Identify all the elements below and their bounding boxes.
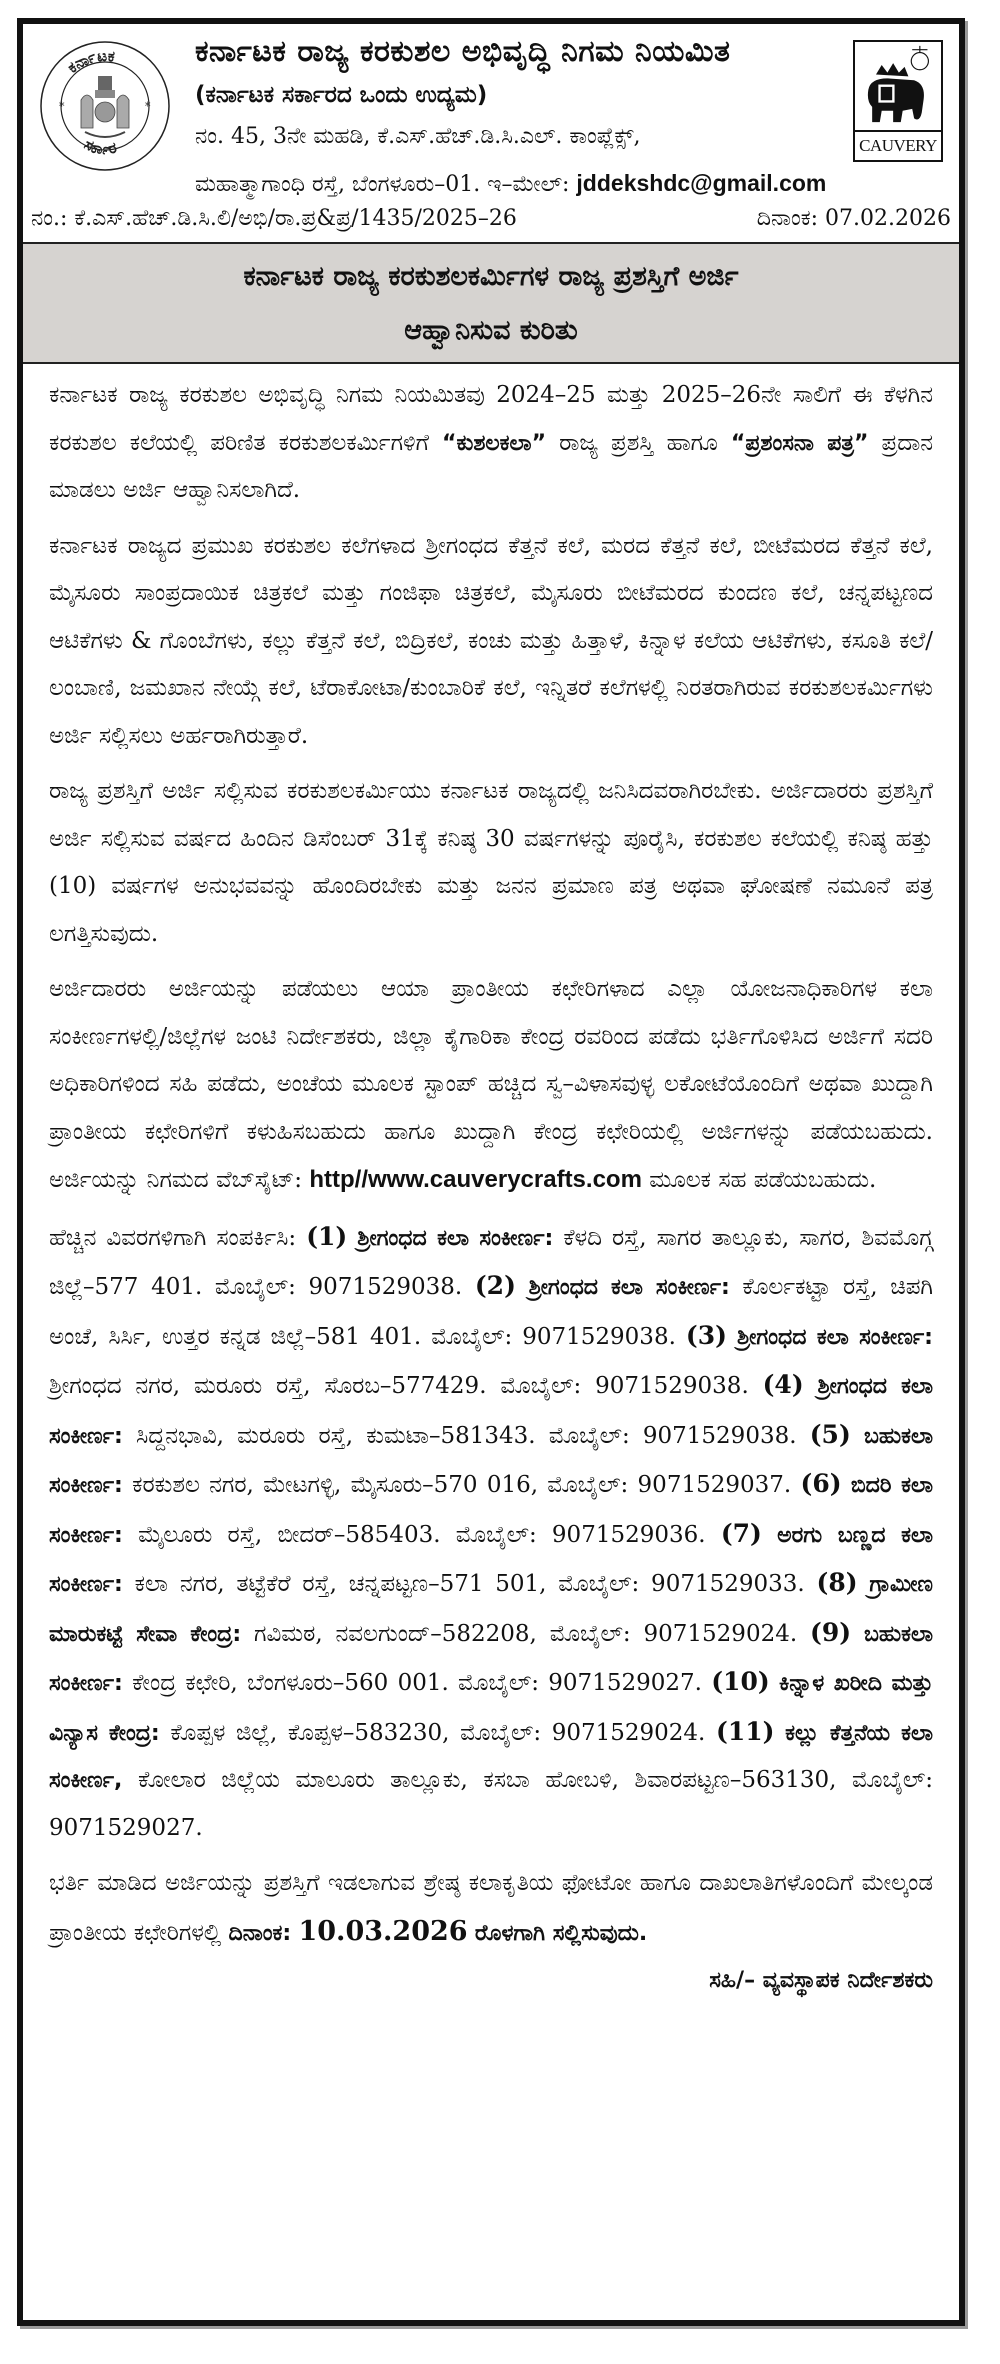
website-link[interactable]: http//www.cauverycrafts.com xyxy=(309,1166,642,1193)
invitation-text-end: ಪ್ರದಾನ ಮಾಡಲು ಅರ್ಜಿ ಆಹ್ವಾನಿಸಲಾಗಿದೆ. xyxy=(49,429,933,503)
svg-text:ಸರ್ಕಾರ xyxy=(81,135,118,159)
organization-subtitle: (ಕರ್ನಾಟಕ ಸರ್ಕಾರದ ಒಂದು ಉದ್ಯಮ) xyxy=(195,82,488,108)
contact-item: (6) ಬಿದರಿ ಕಲಾ ಸಂಕೀರ್ಣ: ಮೈಲೂರು ರಸ್ತೆ, ಬೀದರ್–585403. ಮೊಬೈಲ್: 9071529036. xyxy=(49,1469,934,1548)
issue-date: ದಿನಾಂಕ: 07.02.2026 xyxy=(756,206,951,231)
contact-item: (2) ಶ್ರೀಗಂಧದ ಕಲಾ ಸಂಕೀರ್ಣ: ಕೊರ್ಲಕಟ್ಟಾ ರಸ್ತೆ, ಚಿಪಗಿ ಅಂಚೆ, ಸಿರ್ಸಿ, ಉತ್ತರ ಕನ್ನಡ ಜಿಲ್ಲೆ–581 401. ಮೊಬೈಲ್: 9071529038. xyxy=(49,1271,934,1350)
address-line-1: ನಂ. 45, 3ನೇ ಮಹಡಿ, ಕೆ.ಎಸ್.ಹೆಚ್.ಡಿ.ಸಿ.ಎಲ್. ಕಾಂಪ್ಲೆಕ್ಸ್, xyxy=(195,124,641,149)
contact-item: (8) ಗ್ರಾಮೀಣ ಮಾರುಕಟ್ಟೆ ಸೇವಾ ಕೇಂದ್ರ: ಗವಿಮಠ, ನವಲಗುಂದ್–582208, ಮೊಬೈಲ್: 9071529024. xyxy=(49,1568,934,1647)
svg-text:*: * xyxy=(145,100,151,113)
cauvery-logo xyxy=(853,40,943,162)
contact-item: (7) ಅರಗು ಬಣ್ಣದ ಕಲಾ ಸಂಕೀರ್ಣ: ಕಲಾ ನಗರ, ತಟ್ಟೆಕೆರೆ ರಸ್ತೆ, ಚನ್ನಪಟ್ಟಣ–571 501, ಮೊಬೈಲ್: 9071529033. xyxy=(49,1518,934,1597)
paragraph-submission-deadline xyxy=(49,1860,933,1957)
contact-item: (1) ಶ್ರೀಗಂಧದ ಕಲಾ ಸಂಕೀರ್ಣ: ಕೆಳದಿ ರಸ್ತೆ, ಸಾಗರ ತಾಲ್ಲೂಕು, ಸಾಗರ, ಶಿವಮೊಗ್ಗ ಜಿಲ್ಲೆ–577 401. ಮೊಬೈಲ್: 9071529038. xyxy=(49,1221,933,1300)
award-name-kushalakala: “ಕುಶಲಕಲಾ” xyxy=(441,430,547,456)
notice-subject xyxy=(23,244,959,364)
application-process-text: ಅರ್ಜಿದಾರರು ಅರ್ಜಿಯನ್ನು ಪಡೆಯಲು ಆಯಾ ಪ್ರಾಂತೀಯ ಕಛೇರಿಗಳಾದ ಎಲ್ಲಾ ಯೋಜನಾಧಿಕಾರಿಗಳ ಕಲಾ ಸಂಕೀರ್ಣಗಳಲ್ಲಿ/ಜಿಲ್ಲೆಗಳ ಜಂಟಿ ನಿರ್ದೇಶಕರು, ಜಿಲ್ಲಾ ಕೈಗಾರಿಕಾ ಕೇಂದ್ರ ರವರಿಂದ ಪಡೆದು ಭರ್ತಿಗೊಳಿಸಿದ ಅರ್ಜಿಗೆ ಸದರಿ ಅಧಿಕಾರಿಗಳಿಂದ ಸಹಿ ಪಡೆದು, ಅಂಚೆಯ ಮೂಲಕ ಸ್ಟಾಂಪ್ ಹಚ್ಚಿದ ಸ್ವ–ವಿಳಾಸವುಳ್ಳ ಲಕೋಟೆಯೊಂದಿಗೆ ಅಥವಾ ಖುದ್ದಾಗಿ ಪ್ರಾಂತೀಯ ಕಛೇರಿಗಳಿಗೆ ಕಳುಹಿಸಬಹುದು ಹಾಗೂ ಖುದ್ದಾಗಿ ಕೇಂದ್ರ ಕಛೇರಿಯಲ್ಲಿ ಅರ್ಜಿಗಳನ್ನು ಪಡೆಯಬಹುದು. ಅರ್ಜಿಯನ್ನು ನಿಗಮದ ವೆಬ್‌ಸೈಟ್: xyxy=(49,976,933,1193)
deadline-date: 10.03.2026 xyxy=(298,1915,468,1947)
paragraph-eligibility-criteria: ರಾಜ್ಯ ಪ್ರಶಸ್ತಿಗೆ ಅರ್ಜಿ ಸಲ್ಲಿಸುವ ಕರಕುಶಲಕರ್ಮಿಯು ಕರ್ನಾಟಕ ರಾಜ್ಯದಲ್ಲಿ ಜನಿಸಿದವರಾಗಿರಬೇಕು. ಅರ್ಜಿದಾರರು ಪ್ರಶಸ್ತಿಗೆ ಅರ್ಜಿ ಸಲ್ಲಿಸುವ ವರ್ಷದ ಹಿಂದಿನ ಡಿಸೆಂಬರ್ 31ಕ್ಕೆ ಕನಿಷ್ಠ 30 ವರ್ಷಗಳನ್ನು ಪೂರೈಸಿ, ಕರಕುಶಲ ಕಲೆಯಲ್ಲಿ ಕನಿಷ್ಠ ಹತ್ತು (10) ವರ್ಷಗಳ ಅನುಭವವನ್ನು ಹೊಂದಿರಬೇಕು ಮತ್ತು ಜನನ ಪ್ರಮಾಣ ಪತ್ರ ಅಥವಾ ಘೋಷಣೆ ನಮೂನೆ ಪತ್ರ ಲಗತ್ತಿಸುವುದು. xyxy=(49,778,933,947)
award-name-prashamsana-patra: “ಪ್ರಶಂಸನಾ ಪತ್ರ” xyxy=(730,430,869,456)
contact-item: (5) ಬಹುಕಲಾ ಸಂಕೀರ್ಣ: ಕರಕುಶಲ ನಗರ, ಮೇಟಗಳ್ಳಿ, ಮೈಸೂರು–570 016, ಮೊಬೈಲ್: 9071529037. xyxy=(49,1419,934,1498)
application-process-text-end: ಮೂಲಕ ಸಹ ಪಡೆಯಬಹುದು. xyxy=(649,1167,877,1193)
contact-item: (10) ಕಿನ್ನಾಳ ಖರೀದಿ ಮತ್ತು ವಿನ್ಯಾಸ ಕೇಂದ್ರ: ಕೊಪ್ಪಳ ಜಿಲ್ಲೆ, ಕೊಪ್ಪಳ–583230, ಮೊಬೈಲ್: 9071529024. xyxy=(49,1667,934,1746)
subject-line-2: ಆಹ್ವಾನಿಸುವ ಕುರಿತು xyxy=(404,315,578,346)
invitation-text-mid: ರಾಜ್ಯ ಪ್ರಶಸ್ತಿ ಹಾಗೂ xyxy=(559,429,718,456)
karnataka-emblem-icon xyxy=(37,38,173,174)
cauvery-logo-text: CAUVERY xyxy=(855,130,941,160)
subject-line-1: ಕರ್ನಾಟಕ ರಾಜ್ಯ ಕರಕುಶಲಕರ್ಮಿಗಳ ರಾಜ್ಯ ಪ್ರಶಸ್ತಿಗೆ ಅರ್ಜಿ xyxy=(243,261,739,292)
notice-body xyxy=(23,364,959,2003)
submission-text: ಭರ್ತಿ ಮಾಡಿದ ಅರ್ಜಿಯನ್ನು ಪ್ರಶಸ್ತಿಗೆ ಇಡಲಾಗುವ ಶ್ರೇಷ್ಠ ಕಲಾಕೃತಿಯ ಫೋಟೋ ಹಾಗೂ ದಾಖಲಾತಿಗಳೊಂದಿಗೆ ಮೇಲ್ಕಂಡ ಪ್ರಾಂತೀಯ ಕಛೇರಿಗಳಲ್ಲಿ xyxy=(49,1870,933,1946)
paragraph-application-process xyxy=(49,966,933,1205)
reference-line xyxy=(31,206,951,231)
deadline-label: ದಿನಾಂಕ: xyxy=(228,1920,292,1946)
signature: ಸಹಿ/– ವ್ಯವಸ್ಥಾಪಕ ನಿರ್ದೇಶಕರು xyxy=(709,1968,933,1993)
svg-text:*: * xyxy=(59,100,65,113)
letterhead xyxy=(23,24,959,244)
address-text: ಮಹಾತ್ಮಾಗಾಂಧಿ ರಸ್ತೆ, ಬೆಂಗಳೂರು–01. ಇ–ಮೇಲ್: xyxy=(195,172,570,197)
contact-item: (9) ಬಹುಕಲಾ ಸಂಕೀರ್ಣ: ಕೇಂದ್ರ ಕಛೇರಿ, ಬೆಂಗಳೂರು–560 001. ಮೊಬೈಲ್: 9071529027. xyxy=(49,1617,934,1696)
submission-text-end: ರೊಳಗಾಗಿ ಸಲ್ಲಿಸುವುದು. xyxy=(474,1920,648,1946)
paragraph-invitation xyxy=(49,372,933,515)
paragraph-eligible-crafts: ಕರ್ನಾಟಕ ರಾಜ್ಯದ ಪ್ರಮುಖ ಕರಕುಶಲ ಕಲೆಗಳಾದ ಶ್ರೀಗಂಧದ ಕೆತ್ತನೆ ಕಲೆ, ಮರದ ಕೆತ್ತನೆ ಕಲೆ, ಬೀಟೆಮರದ ಕೆತ್ತನೆ ಕಲೆ, ಮೈಸೂರು ಸಾಂಪ್ರದಾಯಿಕ ಚಿತ್ರಕಲೆ ಮತ್ತು ಗಂಜಿಫಾ ಚಿತ್ರಕಲೆ, ಮೈಸೂರು ಬೀಟೆಮರದ ಕುಂದಣ ಕಲೆ, ಚನ್ನಪಟ್ಟಣದ ಆಟಿಕೆಗಳು & ಗೊಂಬೆಗಳು, ಕಲ್ಲು ಕೆತ್ತನೆ ಕಲೆ, ಬಿದ್ರಿಕಲೆ, ಕಂಚು ಮತ್ತು ಹಿತ್ತಾಳೆ, ಕಿನ್ನಾಳ ಕಲೆಯ ಆಟಿಕೆಗಳು, ಕಸೂತಿ ಕಲೆ/ಲಂಬಾಣಿ, ಜಮಖಾನ ನೇಯ್ಗೆ ಕಲೆ, ಟೆರಾಕೋಟಾ/ಕುಂಬಾರಿಕೆ ಕಲೆ, ಇನ್ನಿತರೆ ಕಲೆಗಳಲ್ಲಿ ನಿರತರಾಗಿರುವ ಕರಕುಶಲಕರ್ಮಿಗಳು ಅರ್ಜಿ ಸಲ್ಲಿಸಲು ಅರ್ಹರಾಗಿರುತ್ತಾರೆ. xyxy=(49,532,933,749)
contacts-intro: ಹೆಚ್ಚಿನ ವಿವರಗಳಿಗಾಗಿ ಸಂಪರ್ಕಿಸಿ: xyxy=(49,1224,297,1251)
contact-item: (4) ಶ್ರೀಗಂಧದ ಕಲಾ ಸಂಕೀರ್ಣ: ಸಿದ್ದನಭಾವಿ, ಮರೂರು ರಸ್ತೆ, ಕುಮಟಾ–581343. ಮೊಬೈಲ್: 9071529038. xyxy=(49,1370,934,1449)
contact-item: (3) ಶ್ರೀಗಂಧದ ಕಲಾ ಸಂಕೀರ್ಣ: ಶ್ರೀಗಂಧದ ನಗರ, ಮರೂರು ರಸ್ತೆ, ಸೊರಬ–577429. ಮೊಬೈಲ್: 9071529038. xyxy=(49,1320,933,1399)
emblem-text-bottom: ಸರ್ಕಾರ xyxy=(81,135,119,159)
paragraph-contacts xyxy=(49,1213,933,1853)
email-link[interactable]: jddekshdc@gmail.com xyxy=(576,170,827,196)
emblem-text-top: ಕರ್ನಾಟಕ xyxy=(64,46,116,77)
elephant-icon xyxy=(855,42,937,128)
organization-name: ಕರ್ನಾಟಕ ರಾಜ್ಯ ಕರಕುಶಲ ಅಭಿವೃದ್ಧಿ ನಿಗಮ ನಿಯಮಿತ xyxy=(195,34,731,69)
contact-item: (11) ಕಲ್ಲು ಕೆತ್ತನೆಯ ಕಲಾ ಸಂಕೀರ್ಣ, ಕೋಲಾರ ಜಿಲ್ಲೆಯ ಮಾಲೂರು ತಾಲ್ಲೂಕು, ಕಸಬಾ ಹೋಬಳಿ, ಶಿವಾರಪಟ್ಟಣ–563130, ಮೊಬೈಲ್: 9071529027. xyxy=(49,1716,934,1841)
invitation-text: ಕರ್ನಾಟಕ ರಾಜ್ಯ ಕರಕುಶಲ ಅಭಿವೃದ್ಧಿ ನಿಗಮ ನಿಯಮಿತವು 2024–25 ಮತ್ತು 2025–26ನೇ ಸಾಲಿಗೆ ಈ ಕೆಳಗಿನ ಕರಕುಶಲ ಕಲೆಯಲ್ಲಿ ಪರಿಣಿತ ಕರಕುಶಲಕರ್ಮಿಗಳಿಗೆ xyxy=(49,382,933,456)
address-line-2 xyxy=(195,170,826,197)
notice-frame xyxy=(17,18,965,2326)
reference-number: ನಂ.: ಕೆ.ಎಸ್.ಹೆಚ್.ಡಿ.ಸಿ.ಲಿ/ಅಭಿ/ರಾ.ಪ್ರ&ಪ್ರ/1435/2025–26 xyxy=(31,206,517,231)
